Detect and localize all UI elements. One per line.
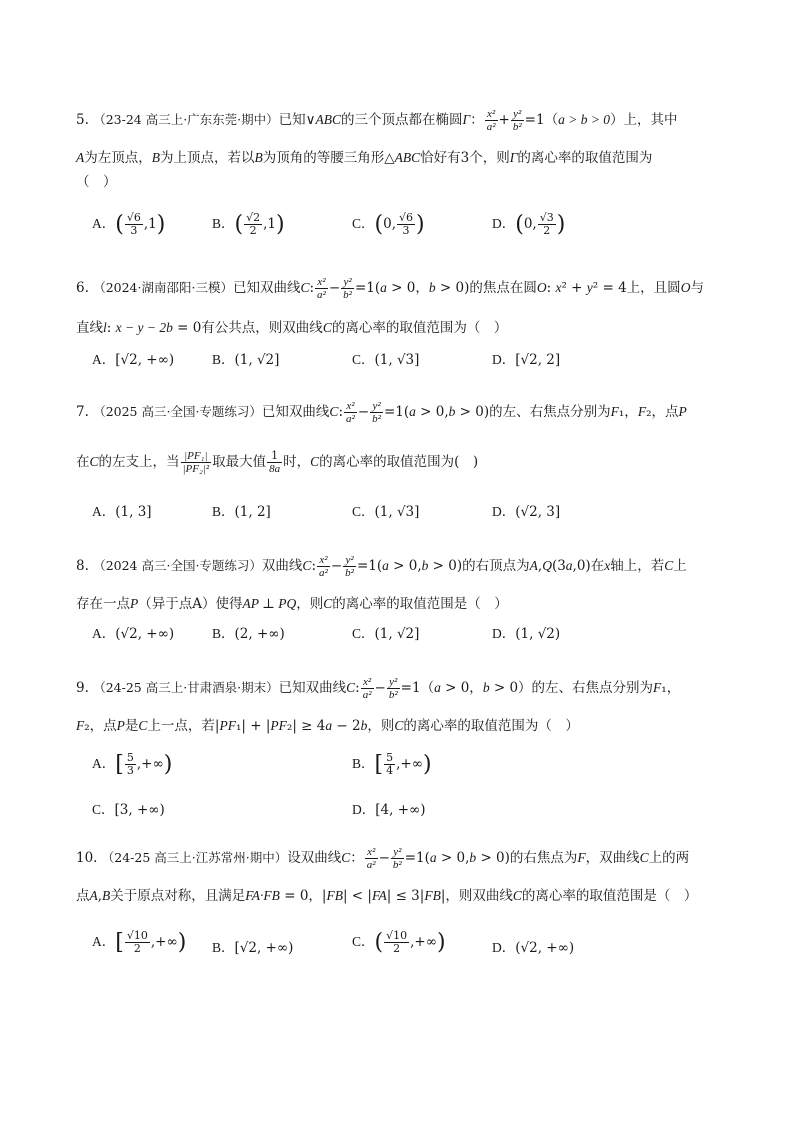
question-5-line1: 5. （23-24 高三上·广东东莞·期中）已知∨ABC的三个顶点都在椭圆Γ： $\frac{\text{x²}}{\text{a²}}$ + $\frac{\text{y²}}{\text{b²}}$ =1（a > b > 0）上，其中 [76,108,678,133]
question-number: 5. [76,112,89,128]
option-c[interactable]: C．[3, +∞) [92,802,165,818]
question-6-line2: 直线l: x − y − 2b = 0有公共点，则双曲线C的离心率的取值范围为（ ） [76,320,508,336]
option-a[interactable]: A．( $\frac{√6}{3}$ ,1) [92,211,166,237]
question-number: 10. [76,850,98,866]
option-a[interactable]: A．[ $\frac{5}{3}$ ,+∞) [92,751,173,777]
option-d[interactable]: D．[4, +∞) [352,802,426,818]
option-b[interactable]: B．( $\frac{√2}{2}$ ,1) [212,211,285,237]
question-number: 9. [76,680,89,696]
option-a[interactable]: A．(√2, +∞) [92,626,175,642]
option-d[interactable]: D．(1, √2) [492,626,561,642]
option-d[interactable]: D．(√2, 3] [492,504,561,520]
question-10-line2: 点A,B关于原点对称，且满足FA·FB = 0，|FB| < |FA| ≤ 3|FB|，则双曲线C的离心率的取值范围是（ ） [76,888,698,904]
question-9-line2: F₂，点P是C上一点，若|PF₁| + |PF₂| ≥ 4a − 2b，则C的离心率的取值范围为（ ） [76,718,579,734]
option-b[interactable]: B．(1, 2] [212,504,271,520]
question-6-line1: 6. （2024·湖南邵阳·三模）已知双曲线C: $\frac{\text{x²}}{\text{a²}}$ − $\frac{\text{y²}}{\text{b²}}$ =1(a > 0，b > 0)的焦点在圆O: x² + y² = 4上，且圆O与 [76,276,704,301]
option-c[interactable]: C．(0, $\frac{√6}{3}$ ) [352,211,425,237]
option-b[interactable]: B．(2, +∞) [212,626,285,642]
question-9-line1: 9. （24-25 高三上·甘肃酒泉·期末）已知双曲线C: $\frac{\text{x²}}{\text{a²}}$ − $\frac{\text{y²}}{\text{b²}}$ =1（a > 0，b > 0）的左、右焦点分别为F₁， [76,676,681,701]
option-c[interactable]: C．(1, √2] [352,626,420,642]
question-source: （24-25 高三上·江苏常州·期中） [101,850,288,865]
option-b[interactable]: B．[ $\frac{5}{4}$ ,+∞) [352,751,432,777]
option-d[interactable]: D．(0, $\frac{√3}{2}$ ) [492,211,566,237]
question-source: （2024·湖南邵阳·三模） [93,280,233,295]
question-number: 8. [76,558,89,574]
question-source: （24-25 高三上·甘肃酒泉·期末） [93,680,279,695]
question-number: 7. [76,404,89,420]
question-5-line3: （ ） [76,174,117,190]
option-c[interactable]: C．( $\frac{√10}{2}$ ,+∞) [352,929,446,955]
question-7-line2: 在C的左支上，当 $\frac{\text{|PF₁|}}{\text{|PF₂|²}}$ 取最大值 $\frac{1}{8a}$ 时，C的离心率的取值范围为( ) [76,449,479,475]
option-b[interactable]: B．[√2, +∞) [212,940,294,956]
option-d[interactable]: D．(√2, +∞) [492,940,575,956]
option-a[interactable]: A．[ $\frac{√10}{2}$ ,+∞) [92,929,187,955]
option-a[interactable]: A．(1, 3] [92,504,152,520]
question-8-line1: 8. （2024 高三·全国·专题练习）双曲线C: $\frac{\text{x²}}{\text{a²}}$ − $\frac{\text{y²}}{\text{b²}}$ =1(a > 0,b > 0)的右顶点为A,Q(3a,0)在x轴上，若C上 [76,554,687,579]
option-d[interactable]: D．[√2, 2] [492,352,561,368]
question-number: 6. [76,280,89,296]
question-7-line1: 7. （2025 高三·全国·专题练习）已知双曲线C: $\frac{\text{x²}}{\text{a²}}$ − $\frac{\text{y²}}{\text{b²}}$ =1(a > 0,b > 0)的左、右焦点分别为F₁，F₂，点P [76,400,687,425]
question-source: （2024 高三·全国·专题练习） [93,558,262,573]
question-source: （2025 高三·全国·专题练习） [93,404,262,419]
question-5-line2: A为左顶点，B为上顶点，若以B为顶角的等腰三角形△ABC恰好有3个，则Γ的离心率的取值范围为 [76,150,653,166]
question-source: （23-24 高三上·广东东莞·期中） [93,112,279,127]
option-c[interactable]: C．(1, √3] [352,504,420,520]
option-b[interactable]: B．(1, √2] [212,352,280,368]
option-a[interactable]: A．[√2, +∞) [92,352,175,368]
question-8-line2: 存在一点P（异于点A）使得AP ⊥ PQ，则C的离心率的取值范围是（ ） [76,596,508,612]
option-c[interactable]: C．(1, √3] [352,352,420,368]
question-10-line1: 10. （24-25 高三上·江苏常州·期中）设双曲线C： $\frac{\text{x²}}{\text{a²}}$ − $\frac{\text{y²}}{\text{b²}}$ =1(a > 0,b > 0)的右焦点为F，双曲线C上的两 [76,846,690,871]
